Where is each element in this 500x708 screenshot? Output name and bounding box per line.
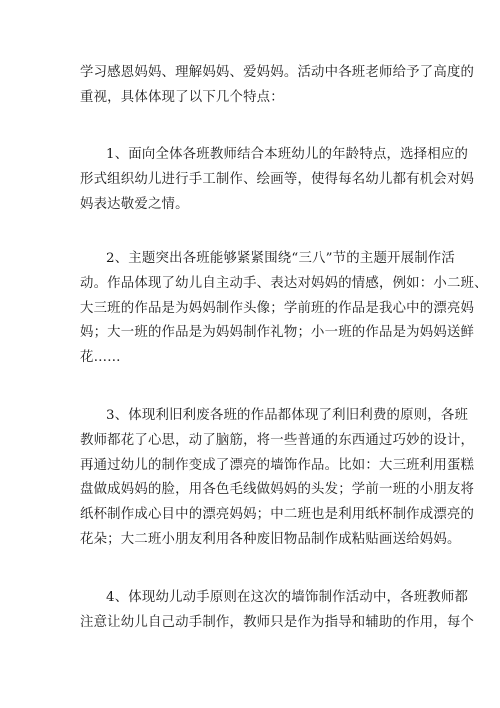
text-line: 教师都花了心思，动了脑筋，将一些普通的东西通过巧妙的设计， (80, 432, 475, 448)
text-line: 4、体现幼儿动手原则在这次的墙饰制作活动中，各班教师都 (106, 590, 469, 605)
text-line: 大三班的作品是为妈妈制作头像；学前班的作品是我心中的漂亮妈 (80, 300, 475, 316)
text-line: 花…… (80, 350, 121, 366)
text-line: 妈表达敬爱之情。 (80, 196, 189, 212)
text-line: 纸杯制作成心目中的漂亮妈妈；中二班也是利用纸杯制作成漂亮的 (80, 507, 475, 523)
text-line: 盘做成妈妈的脸，用各色毛线做妈妈的头发；学前一班的小朋友将 (80, 482, 475, 498)
text-line: 花朵；大二班小朋友利用各种废旧物品制作成粘贴画送给妈妈。 (80, 531, 461, 547)
text-line: 再通过幼儿的制作变成了漂亮的墙饰作品。比如：大三班利用蛋糕 (80, 457, 475, 473)
point-2-paragraph (80, 247, 488, 371)
text-line: 3、体现利旧利废各班的作品都体现了利旧利费的原则，各班 (106, 408, 469, 423)
text-line: 动。作品体现了幼儿自主动手、表达对妈妈的情感，例如：小二班、 (80, 275, 488, 291)
point-3-paragraph (80, 404, 475, 553)
text-line: 妈；大一班的作品是为妈妈制作礼物；小一班的作品是为妈妈送鲜 (80, 325, 475, 341)
text-line: 1、面向全体各班教师结合本班幼儿的年龄特点，选择相应的 (106, 147, 469, 162)
point-1-paragraph (80, 143, 475, 217)
intro-paragraph (80, 61, 475, 111)
point-4-paragraph (80, 586, 475, 636)
text-line: 学习感恩妈妈、理解妈妈、爱妈妈。活动中各班老师给予了高度的 (80, 65, 475, 80)
text-line: 2、主题突出各班能够紧紧围绕“三八”节的主题开展制作活 (106, 251, 455, 266)
text-line: 重视，具体体现了以下几个特点： (80, 89, 284, 105)
text-line: 注意让幼儿自己动手制作，教师只是作为指导和辅助的作用，每个 (80, 614, 475, 630)
text-line: 形式组织幼儿进行手工制作、绘画等，使得每名幼儿都有机会对妈 (80, 171, 475, 187)
